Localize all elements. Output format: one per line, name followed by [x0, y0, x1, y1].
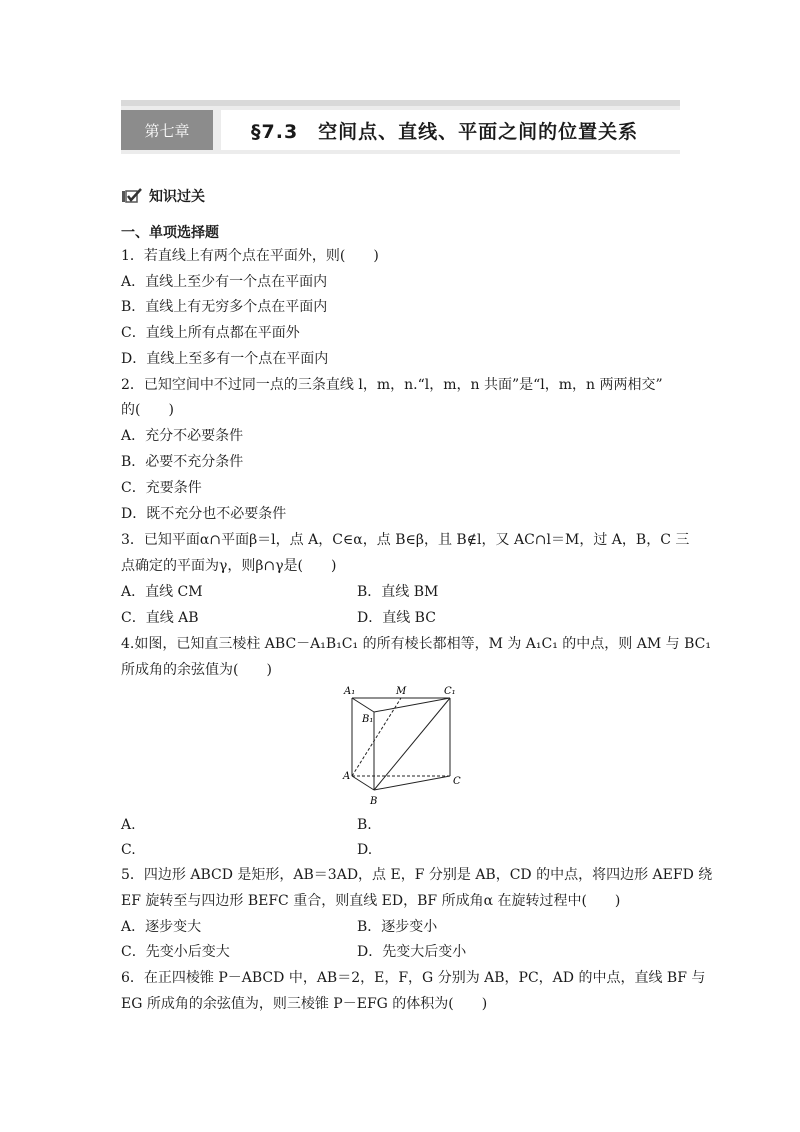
- q5-option-d: D．先变大后变小: [357, 944, 467, 960]
- edge-a-b: [352, 776, 374, 790]
- q6-stem-line1: 6．在正四棱锥 P－ABCD 中，AB＝2，E，F，G 分别为 AB，PC，AD 的中点，直线 BF 与: [121, 970, 706, 986]
- q5-option-c: C．先变小后变大: [121, 944, 230, 960]
- edge-b-c: [374, 776, 450, 790]
- q4-stem-line1: 4.如图，已知直三棱柱 ABC－A₁B₁C₁ 的所有棱长都相等，M 为 A₁C₁ 的中点，则 AM 与 BC₁: [121, 636, 711, 652]
- q5-stem-line2: EF 旋转至与四边形 BEFC 重合，则直线 ED，BF 所成角α 在旋转过程中( ): [121, 893, 621, 909]
- page-title: §7.3 空间点、直线、平面之间的位置关系: [221, 110, 680, 150]
- q5-option-a: A．逐步变大: [121, 919, 202, 935]
- q4-stem-line2: 所成角的余弦值为( ): [121, 662, 272, 678]
- q3-option-a: A．直线 CM: [121, 584, 203, 600]
- label-c: C: [453, 776, 461, 787]
- q2-option-b: B．必要不充分条件: [121, 454, 244, 470]
- section-title: 知识过关: [149, 189, 205, 205]
- label-a1: A₁: [344, 686, 356, 697]
- q1-option-c: C．直线上所有点都在平面外: [121, 325, 300, 341]
- label-a: A: [343, 771, 351, 782]
- label-b1: B₁: [362, 714, 374, 725]
- q2-option-c: C．充要条件: [121, 480, 202, 496]
- edge-a1-b1: [352, 698, 374, 712]
- part-heading: 一、单项选择题: [121, 225, 219, 241]
- chapter-tab: 第七章: [121, 110, 213, 150]
- label-b: B: [370, 796, 378, 807]
- q1-stem: 1．若直线上有两个点在平面外，则( ): [121, 248, 379, 264]
- q4-option-d: D.: [357, 842, 373, 858]
- q2-stem-line1: 2．已知空间中不过同一点的三条直线 l，m，n.“l，m，n 共面”是“l，m，n 两两相交”: [121, 377, 663, 393]
- q1-option-b: B．直线上有无穷多个点在平面内: [121, 299, 328, 315]
- q2-option-a: A．充分不必要条件: [121, 428, 244, 444]
- label-c1: C₁: [444, 686, 456, 697]
- edge-b1-c1: [374, 698, 450, 712]
- q1-option-a: A．直线上至少有一个点在平面内: [121, 274, 328, 290]
- q5-stem-line1: 5．四边形 ABCD 是矩形，AB＝3AD，点 E，F 分别是 AB，CD 的中点，将四边形 AEFD 绕: [121, 867, 713, 883]
- section-heading: [121, 186, 205, 206]
- q5-option-b: B．逐步变小: [357, 919, 438, 935]
- q3-option-d: D．直线 BC: [357, 610, 436, 626]
- q1-option-d: D．直线上至多有一个点在平面内: [121, 351, 329, 367]
- q3-option-c: C．直线 AB: [121, 610, 199, 626]
- label-m: M: [396, 686, 407, 697]
- q6-stem-line2: EG 所成角的余弦值为，则三棱锥 P－EFG 的体积为( ): [121, 996, 488, 1012]
- q2-option-d: D．既不充分也不必要条件: [121, 506, 287, 522]
- q3-stem-line2: 点确定的平面为γ，则β∩γ是( ): [121, 558, 337, 574]
- segment-am: [352, 698, 401, 776]
- q3-stem-line1: 3．已知平面α∩平面β＝l，点 A，C∈α，点 B∈β，且 B∉l，又 AC∩l＝M，过 A，B，C 三: [121, 532, 690, 548]
- q4-option-c: C.: [121, 842, 136, 858]
- q2-stem-line2: 的( ): [121, 402, 174, 418]
- q3-option-b: B．直线 BM: [357, 584, 439, 600]
- checkbox-check-icon: [121, 188, 143, 204]
- q4-option-b: B.: [357, 817, 372, 833]
- q4-option-a: A.: [121, 817, 136, 833]
- prism-figure: [340, 684, 470, 810]
